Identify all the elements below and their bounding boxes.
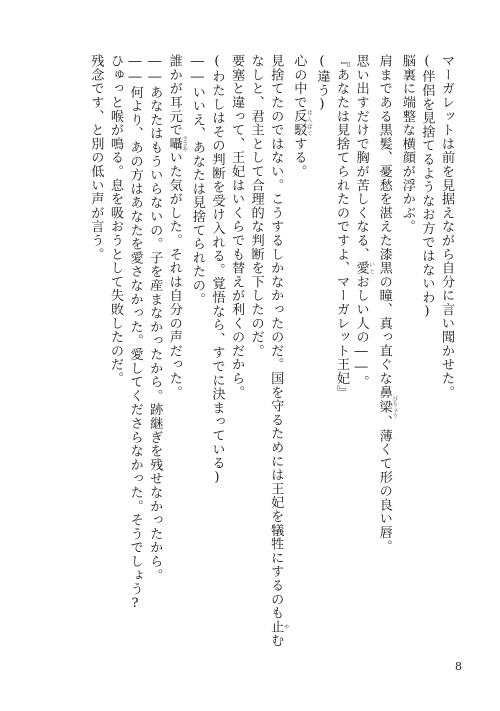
text-segment: ――あなたはもういらないの。子を産まなかったから。跡継ぎを残せなかったから。 — [147, 54, 163, 582]
ruby-base: 梁 — [376, 396, 392, 418]
page-number: 8 — [455, 660, 462, 673]
text-line — [351, 54, 374, 614]
ruby-base: 反駁 — [291, 109, 307, 137]
text-line — [207, 54, 227, 614]
text-segment: 思い出すだけで胸が苦しくなる、 — [353, 54, 369, 261]
text-line — [436, 54, 456, 614]
text-line — [187, 54, 207, 614]
text-segment: する。 — [291, 136, 307, 179]
text-segment: 要塞と違って、王妃はいくらでも替えが利くのだから。 — [229, 54, 245, 399]
text-segment: ――いいえ、あなたは見捨てられたの。 — [189, 54, 205, 306]
text-segment: 心の中で — [291, 54, 307, 110]
text-segment: いた気がした。それは自分の声だった。 — [166, 150, 182, 400]
text-line — [289, 54, 312, 614]
text-line — [145, 54, 165, 614]
text-segment: マーガレットは前を見据えながら自分に言い聞かせた。 — [439, 54, 454, 399]
text-segment: 肩まである黒髪、憂愁を湛えた漆黒の瞳、真っ直ぐな鼻 — [376, 54, 392, 399]
ruby-reading: いと — [368, 261, 375, 275]
ruby-base: 愛 — [353, 261, 369, 275]
text-line — [374, 54, 397, 614]
ruby-annotation — [291, 109, 312, 137]
text-segment: おしい人の――。 — [353, 274, 369, 389]
ruby-annotation — [166, 135, 188, 152]
text-line — [266, 54, 289, 648]
text-line — [312, 54, 332, 614]
text-segment: 『あなたは見捨てられたのですよ、マーガレット王妃』 — [334, 54, 350, 399]
text-segment: ひゅっと喉が鳴る。息を吸おうとして失敗したのだ。 — [108, 54, 123, 386]
text-line — [105, 54, 125, 614]
text-line — [226, 54, 246, 614]
ruby-annotation — [376, 396, 398, 418]
text-segment: 、薄くて形の良い唇。 — [376, 415, 392, 553]
text-segment: む — [268, 633, 284, 648]
text-segment: (伴侶を見捨てるようなお方ではないわ) — [419, 54, 435, 320]
text-line — [164, 54, 187, 614]
text-segment: 誰かが耳元で — [166, 54, 182, 137]
ruby-annotation — [353, 261, 375, 275]
text-segment: (わたしはその判断を受け入れる。覚悟なら、すでに決まっている) — [209, 54, 225, 486]
text-segment: 脳裏に端整な横顔が浮かぶ。 — [399, 54, 415, 234]
text-segment: 見捨てたのではない。こうするしかなかったのだ。国を守るためには王妃を犠牲にするのも — [268, 54, 284, 620]
text-segment: 残念です、と別の低い声が言う。 — [88, 54, 104, 261]
text-line — [417, 54, 437, 614]
ruby-base: 止 — [268, 619, 284, 634]
text-line — [331, 54, 351, 614]
ruby-reading: はんばく — [305, 109, 312, 137]
text-segment: (違う) — [314, 54, 330, 113]
ruby-reading: や — [282, 619, 289, 634]
ruby-reading: びりょう — [391, 396, 398, 418]
ruby-reading: ささや — [181, 135, 188, 152]
ruby-annotation — [268, 619, 289, 634]
text-line — [397, 54, 417, 614]
text-line — [246, 54, 266, 614]
text-segment: なしと、君主として合理的な判断を下したのだ。 — [248, 54, 264, 358]
text-line — [125, 54, 145, 614]
vertical-text-body — [86, 54, 456, 648]
ruby-base: 囁 — [166, 135, 182, 152]
text-line — [86, 54, 106, 614]
text-segment: ――何より、あの方はあなたを愛さなかった。愛してくださらなかった。そうでしょう? — [127, 54, 143, 612]
